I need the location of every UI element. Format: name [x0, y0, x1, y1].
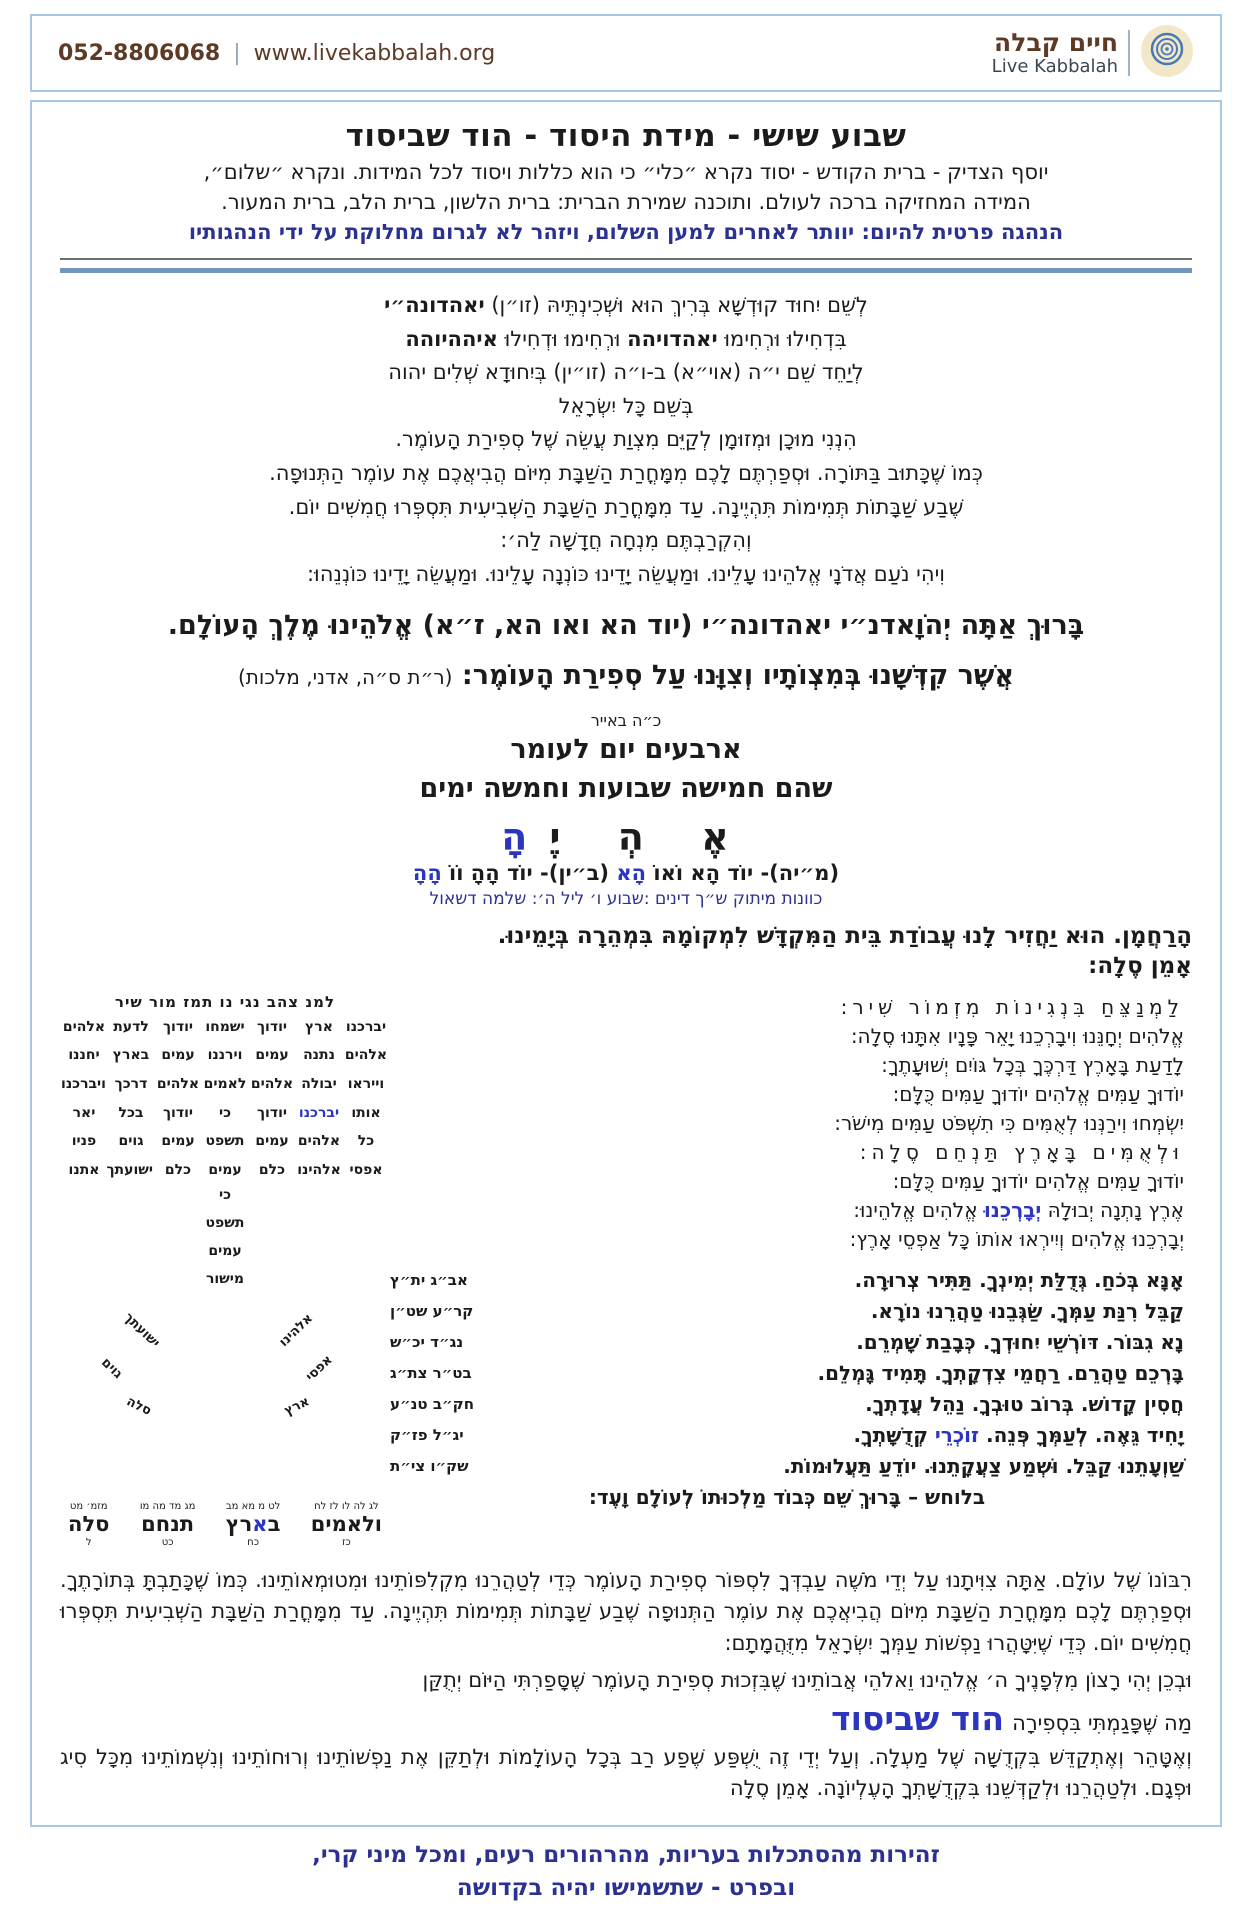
- psalm-line: יְבָרְכֵנוּ אֱלֹהִים וְיִירְאוּ אוֹתוֹ כָּל אַפְסֵי אָרֶץ:: [849, 1226, 1184, 1251]
- menorah-base-word: תנחם: [141, 1512, 195, 1537]
- ana-row: [390, 1330, 1184, 1354]
- ribono-paragraph: רִבּוֹנוֹ שֶׁל עוֹלָם. אַתָּה צִוִּיתָנוּ עַל יְדֵי מֹשֶׁה עַבְדְּךָ לִסְפּוֹר סְפִירַת הָעוֹמֶר כְּדֵי לְטַהֲרֵנוּ מִקְלִפּוֹתֵינוּ וּמִטוּמְאוֹתֵינוּ. כְּמוֹ שֶׁכָּתַבְתָּ בְּתוֹרָתֶךָ. וּסְפַרְתֶּם לָכֶם מִמָּחֳרַת הַשַּׁבָּת מִיּוֹם הֲבִיאֲכֶם אֶת עוֹמֶר הַתְּנוּפָה שֶׁבַע שַׁבָּתוֹת תְּמִימוֹת תִּהְיֶינָה. עַד מִמָּחֳרַת הַשַּׁבָּת הַשְּׁבִיעִית תִּסְפְּרוּ חֲמִשִּׁים יוֹם. כְּדֵי שֶׁיִּטָּהֲרוּ נַפְשׁוֹת עַמְּךָ יִשְׂרָאֵל מִזֻּהֲמָתָם:: [60, 1567, 1192, 1655]
- ana-bekoach-block: [390, 1268, 1184, 1509]
- ana-abbr: קר״ע שט״ן: [390, 1301, 474, 1320]
- menorah-base-post: רץ: [225, 1512, 253, 1537]
- blue-divider: [60, 268, 1192, 273]
- footer-line-1: זהירות מהסתכלות בעריות, מהרהורים רעים, ומכל מיני קרי,: [312, 1841, 940, 1868]
- menorah-psalm-figure: [60, 993, 390, 1549]
- menorah-branch-highlight: [297, 1013, 341, 1185]
- ana-row: [390, 1361, 1184, 1385]
- leshem-line-2: [60, 323, 1192, 357]
- ana-abbr: שק״ו צי״ת: [390, 1456, 469, 1475]
- milui-line: [60, 861, 1192, 885]
- ana-text: שַׁוְעָתֵנוּ קַבֵּל. וּשְׁמַע צַעֲקָתֵנוּ. יוֹדֵעַ תַּעֲלוּמוֹת.: [783, 1453, 1184, 1478]
- ana-abbr: חק״ב טנ״ע: [390, 1394, 474, 1413]
- baruch-shem-line: בלוחש – בָּרוּךְ שֵׁם כְּבוֹד מַלְכוּתוֹ לְעוֹלָם וָעֶד:: [588, 1484, 986, 1509]
- menorah-base-annotation: כט: [161, 1536, 174, 1548]
- ana-text: קַבֵּל רִנַּת עַמְּךָ. שַׂגְּבֵנוּ טַהֲרֵנוּ נוֹרָא.: [870, 1298, 1184, 1323]
- ana-blue-word: זוֹכְרֵי: [934, 1422, 980, 1447]
- ana-row-6-pre: יָחִיד גֵּאֶה. לְעַמְּךָ פְּנֵה.: [979, 1422, 1184, 1447]
- contact-info: [58, 41, 495, 66]
- psalm-line-highlight: [390, 1196, 1184, 1225]
- leshem-line-7: שֶׁבַע שַׁבָּתוֹת תְּמִימוֹת תִּהְיֶינָה. עַד מִמָּחֳרַת הַשַּׁבָּת הַשְּׁבִיעִית תִּסְפְּרוּ חֲמִשִּׁים יוֹם.: [288, 494, 964, 519]
- menorah-base-group: [311, 1501, 382, 1548]
- blessing-line-2-text: אֲשֶׁר קִדְּשָׁנוּ בְּמִצְוֹתָיו וְצִוָּנוּ עַל סְפִירַת הָעוֹמֶר:: [461, 660, 1015, 692]
- psalm-line: יִשְׂמְחוּ וִירַנְּנוּ לְאֻמִּים כִּי תִשְׁפֹּט עַמִּים מִישֹׁר:: [834, 1110, 1184, 1135]
- spiral-logo-icon: [1140, 24, 1194, 82]
- menorah-base-annotation: כח: [247, 1536, 259, 1548]
- menorah-base-annotation: לט מ מא מב: [225, 1501, 281, 1513]
- menorah-branch: יודוך עמים אלהים יודוך עמים כלם: [156, 1018, 200, 1178]
- pgam-line: [60, 1699, 1192, 1738]
- holy-name: איההיוהה: [405, 326, 498, 351]
- menorah-base-group-highlight: [226, 1501, 281, 1548]
- leshem-line-2-mid: וּרְחִימוּ וּדְחִילוּ: [497, 326, 628, 351]
- menorah-base-annotation: כז: [342, 1536, 351, 1548]
- intro-line-2: המידה המחזיקה ברכה לעולם. ותוכנה שמירת הברית: ברית הלשון, ברית הלב, ברית המעור.: [221, 190, 1031, 214]
- menorah-diagonal-word: סלה: [124, 1393, 154, 1419]
- holy-name: יאהדונה״י: [384, 293, 485, 317]
- footer-warning: [30, 1839, 1222, 1906]
- psalm-line: לָדַעַת בָּאָרֶץ דַּרְכֶּךָ בְּכָל גּוֹיִם יְשׁוּעָתֶךָ:: [881, 1052, 1184, 1077]
- thin-divider: [60, 258, 1192, 260]
- brand-name-english: Live Kabbalah: [991, 55, 1118, 77]
- ana-row: [390, 1392, 1184, 1416]
- ana-text: בָּרְכֵם טַהֲרֵם. רַחֲמֵי צִדְקָתְךָ. תָּמִיד גָּמְלֵם.: [817, 1360, 1184, 1385]
- leshem-line-2-text: בִּדְחִילוּ וּרְחִימוּ: [717, 326, 847, 351]
- ana-abbr: בט״ר צת״ג: [390, 1363, 472, 1382]
- menorah-branch-center: ישמחו וירננו לאמים כי תשפט עמים: [203, 1018, 247, 1178]
- psalm-line-8-post: אֱלֹהִים אֱלֹהֵינוּ:: [853, 1197, 984, 1222]
- brand-divider: [1128, 30, 1130, 76]
- ana-text: נָא גִבּוֹר. דּוֹרְשֵׁי יִחוּדְךָ. כְּבָבַת שָׁמְרֵם.: [856, 1329, 1184, 1354]
- menorah-blue-word: יברכנו: [298, 1104, 340, 1121]
- leshem-line-4: בְּשֵׁם כָּל יִשְׂרָאֵל: [558, 393, 694, 418]
- page-title: שבוע שישי - מידת היסוד - הוד שביסוד: [345, 118, 907, 154]
- ana-abbr: נג״ד יכ״ש: [390, 1332, 464, 1351]
- leshem-yichud-block: [60, 289, 1192, 591]
- main-content: [30, 100, 1222, 1827]
- ana-abbr: אב״ג ית״ץ: [390, 1270, 468, 1289]
- menorah-branch-pre: ארץ נתנה יבולה: [301, 1018, 337, 1092]
- leshem-line-5: הִנְנִי מוּכָן וּמְזוּמָן לְקַיֵּם מִצְוַת עֲשֵׂה שֶׁל סְפִירַת הָעוֹמֶר.: [395, 427, 857, 452]
- omer-blessing: [60, 601, 1192, 701]
- menorah-base-row: [60, 1501, 390, 1548]
- milui-blue-1: הָא: [616, 860, 647, 885]
- psalm-line: אֱלֹהִים יְחָנֵּנוּ וִיבָרְכֵנוּ יָאֵר פָּנָיו אִתָּנוּ סֶלָה:: [850, 1023, 1184, 1048]
- psalm-line: וּלְאֻמִּים בָּאָרֶץ תַּנְחֵם סֶלָה:: [859, 1139, 1184, 1164]
- menorah-diagonal-word: ישועתך: [120, 1309, 163, 1351]
- amen-selah: אָמֵן סֶלָה:: [1088, 952, 1192, 979]
- psalm-67-block: [390, 993, 1192, 1549]
- menorah-diagonal-word: אלהינו: [276, 1310, 316, 1350]
- psalm-line: לַמְנַצֵּחַ בִּנְגִינוֹת מִזְמוֹר שִׁיר:: [840, 994, 1184, 1019]
- menorah-branch: יברכנו אלהים וייראו אותו כל אפסי: [344, 1018, 388, 1178]
- menorah-diagonal-word: אפסי: [303, 1351, 336, 1385]
- intro-line-1: יוסף הצדיק - ברית הקודש - יסוד נקרא ״כלי״ כי הוא כללות ויסוד לכל המידות. ונקרא ״שלום״,: [203, 160, 1049, 184]
- blessing-line-1: בָּרוּךְ אַתָּה יְהֹוָאדנ״י יאהדונה״י (יוד הא ואו הא, ז״א) אֱלֹהֵינוּ מֶלֶךְ הָעוֹלָם.: [167, 610, 1085, 642]
- menorah-header-row: למנ צהב נגי נו תמז מור שיר: [114, 992, 336, 1011]
- brand-name-hebrew: חיים קבלה: [994, 28, 1118, 58]
- psalm-line: יוֹדוּךָ עַמִּים אֱלֹהִים יוֹדוּךָ עַמִּים כֻּלָּם:: [892, 1168, 1184, 1193]
- blessing-note: (ר״ת ס״ה, אדני, מלכות): [237, 665, 453, 690]
- divine-name-ehyeh: [60, 815, 1192, 859]
- leshem-line-1-text: לְשֵׁם יִחוּד קוּדְשָׁא בְּרִיךְ הוּא וּשְׁכִינְתֵּיהּ (זו״ן): [484, 293, 868, 317]
- ana-abbr: יג״ל פז״ק: [390, 1425, 464, 1444]
- ana-text: חֲסִין קָדוֹשׁ. בְּרוֹב טוּבְךָ. נַהֵל עֲדָתְךָ.: [865, 1391, 1184, 1416]
- leshem-line-3: לְיַחֵד שֵׁם י״ה (אוי״א) ב-ו״ה (זו״ין) בְּיִחוּדָא שְׁלִים יהוה: [388, 360, 864, 385]
- brand-text: [992, 29, 1118, 76]
- milui-seg-1: (מ״יה)- יוֹד הָא וֹאוֹ: [646, 860, 840, 885]
- ana-text: אָנָּא בְּכֹחַ. גְּדֻלַּת יְמִינְךָ. תַּתִּיר צְרוּרָה.: [854, 1267, 1184, 1292]
- hebrew-date: כ״ה באייר: [590, 711, 662, 731]
- contact-separator: |: [233, 40, 241, 66]
- menorah-base-word: [226, 1513, 281, 1536]
- harachaman-line: הָרַחֲמָן. הוּא יַחֲזִיר לָנוּ עֲבוֹדַת בֵּית הַמִּקְדָּשׁ לִמְקוֹמָהּ בִּמְהֵרָה בְּיָמֵינוּ.: [497, 922, 1192, 949]
- menorah-base-pre: ב: [267, 1512, 281, 1537]
- psalm-line: יוֹדוּךָ עַמִּים אֱלֹהִים יוֹדוּךָ עַמִּים כֻּלָּם:: [892, 1081, 1184, 1106]
- omer-count-line-2: שהם חמישה שבועות וחמשה ימים: [419, 773, 833, 805]
- menorah-branch: יודוך עמים אלהים יודוך עמים כלם: [250, 1018, 294, 1178]
- menorah-diagonal-word: ארץ: [282, 1393, 312, 1419]
- menorah-branch: לדעת בארץ דרכך בכל גוים ישועתך: [106, 1018, 153, 1178]
- footer-line-2: ובפרט - שתשמישו יהיה בקדושה: [456, 1874, 796, 1901]
- menorah-base-group: [140, 1501, 196, 1548]
- menorah-base-word: ולאמים: [310, 1512, 382, 1537]
- omer-count-line-1: ארבעים יום לעומר: [510, 734, 742, 766]
- daily-guidance: הנהגה פרטית להיום: יוותר לאחרים למען השלום, ויזהר לא לגרום מחלוקת על ידי הנהגותיו: [188, 220, 1064, 244]
- leshem-line-6: כְּמוֹ שֶׁכָּתוּב בַּתּוֹרָה. וּסְפַרְתֶּם לָכֶם מִמָּחֳרַת הַשַּׁבָּת מִיּוֹם הֲבִיאֲכֶם אֶת עוֹמֶר הַתְּנוּפָה.: [269, 460, 983, 485]
- divine-name-blue-letter: הָ: [501, 814, 550, 859]
- website-link[interactable]: www.livekabbalah.org: [253, 40, 496, 66]
- menorah-stem: כי תשפט עמים מישור: [205, 1186, 245, 1287]
- menorah-diagonal-word: גוים: [98, 1354, 126, 1382]
- leshem-line-8: וְהִקְרַבְתֶּם מִנְחָה חֲדָשָׁה לַה׳:: [500, 528, 752, 553]
- milui-blue-2: הָהָ: [412, 860, 442, 885]
- psalm-blue-word: יְבָרְכֵנוּ: [983, 1197, 1042, 1222]
- menorah-branch-post: אלהים אלהינו: [297, 1133, 341, 1178]
- header: [30, 14, 1222, 92]
- menorah-base-annotation: מג מד מה מו: [139, 1501, 196, 1513]
- ana-row: [390, 1454, 1184, 1478]
- menorah-branch: אלהים יחננו ויברכנו יאר פניו אתנו: [61, 1018, 106, 1178]
- brand: [992, 24, 1194, 82]
- ana-row-6-post: קְדֻשָּׁתְךָ.: [853, 1422, 935, 1447]
- ana-text: [853, 1423, 1184, 1447]
- phone-number: 052-8806068: [58, 40, 221, 66]
- uvchen-line: וּבְכֵן יְהִי רָצוֹן מִלְּפָנֶיךָ ה׳ אֱלֹהֵינוּ וֵאלֹהֵי אֲבוֹתֵינוּ שֶׁבִּזְכוּת סְפִירַת הָעוֹמֶר שֶׁסָּפַרְתִּי הַיּוֹם יְתֻקַּן: [422, 1668, 1192, 1692]
- ana-row-highlight: [390, 1423, 1184, 1447]
- blessing-line-2: [60, 651, 1192, 701]
- milui-seg-2: (ב״ין)- יוֹד הָהָ וֹוֹ: [441, 860, 617, 885]
- menorah-base-group: [68, 1501, 109, 1548]
- menorah-branches: [60, 1011, 390, 1185]
- closing-paragraph: וְאֶטָּהֵר וְאֶתְקַדֵּשׁ בִּקְדֻשָּׁה שֶׁל מַעְלָה. וְעַל יְדֵי זֶה יֻשְׁפַּע שֶׁפַע רַב בְּכָל הָעוֹלָמוֹת וּלְתַקֵּן אֶת נַפְשׁוֹתֵינוּ וְרוּחוֹתֵינוּ וְנִשְׁמוֹתֵינוּ מִכָּל סִיג וּפְגָם. וּלְטַהֲרֵנוּ וּלְקַדְּשֵׁנוּ בִּקְדֻשָּׁתְךָ הָעֶלְיוֹנָה. אָמֵן סֶלָה: [60, 1744, 1192, 1800]
- psalm-line-8-pre: אֶרֶץ נָתְנָה יְבוּלָהּ: [1041, 1197, 1184, 1222]
- leshem-line-9: וִיהִי נֹעַם אֲדֹנָי אֱלֹהֵינוּ עָלֵינוּ. וּמַעֲשֵׂה יָדֵינוּ כּוֹנְנָה עָלֵינוּ. וּמַעֲשֵׂה יָדֵינוּ כּוֹנְנֵהוּ:: [306, 561, 946, 586]
- pgam-text: מַה שֶּׁפָּגַמְתִּי בִּסְפִירָה: [1012, 1710, 1192, 1735]
- divine-name-black: אֶ הְ יֶ: [549, 814, 751, 859]
- menorah-base-word: סלה: [68, 1512, 110, 1537]
- ana-row: [390, 1299, 1184, 1323]
- holy-name: יאהדויהה: [627, 326, 718, 351]
- menorah-base-annotation: מזמ׳ מט: [69, 1501, 108, 1513]
- menorah-base-annotation: לג לה לו לז לח: [314, 1501, 379, 1513]
- ana-row: [390, 1268, 1184, 1292]
- menorah-base-annotation: ל: [85, 1536, 92, 1548]
- sefirah-name-highlight: הוד שביסוד: [831, 1698, 1005, 1738]
- menorah-base-blue-letter: א: [252, 1512, 268, 1537]
- leshem-line-1: [60, 289, 1192, 323]
- psalm-menorah-section: [60, 993, 1192, 1549]
- kavanot-note: כוונות מיתוק ש״ך דינים :שבוע ו׳ ליל ה׳: שלמה דשאול: [429, 888, 823, 909]
